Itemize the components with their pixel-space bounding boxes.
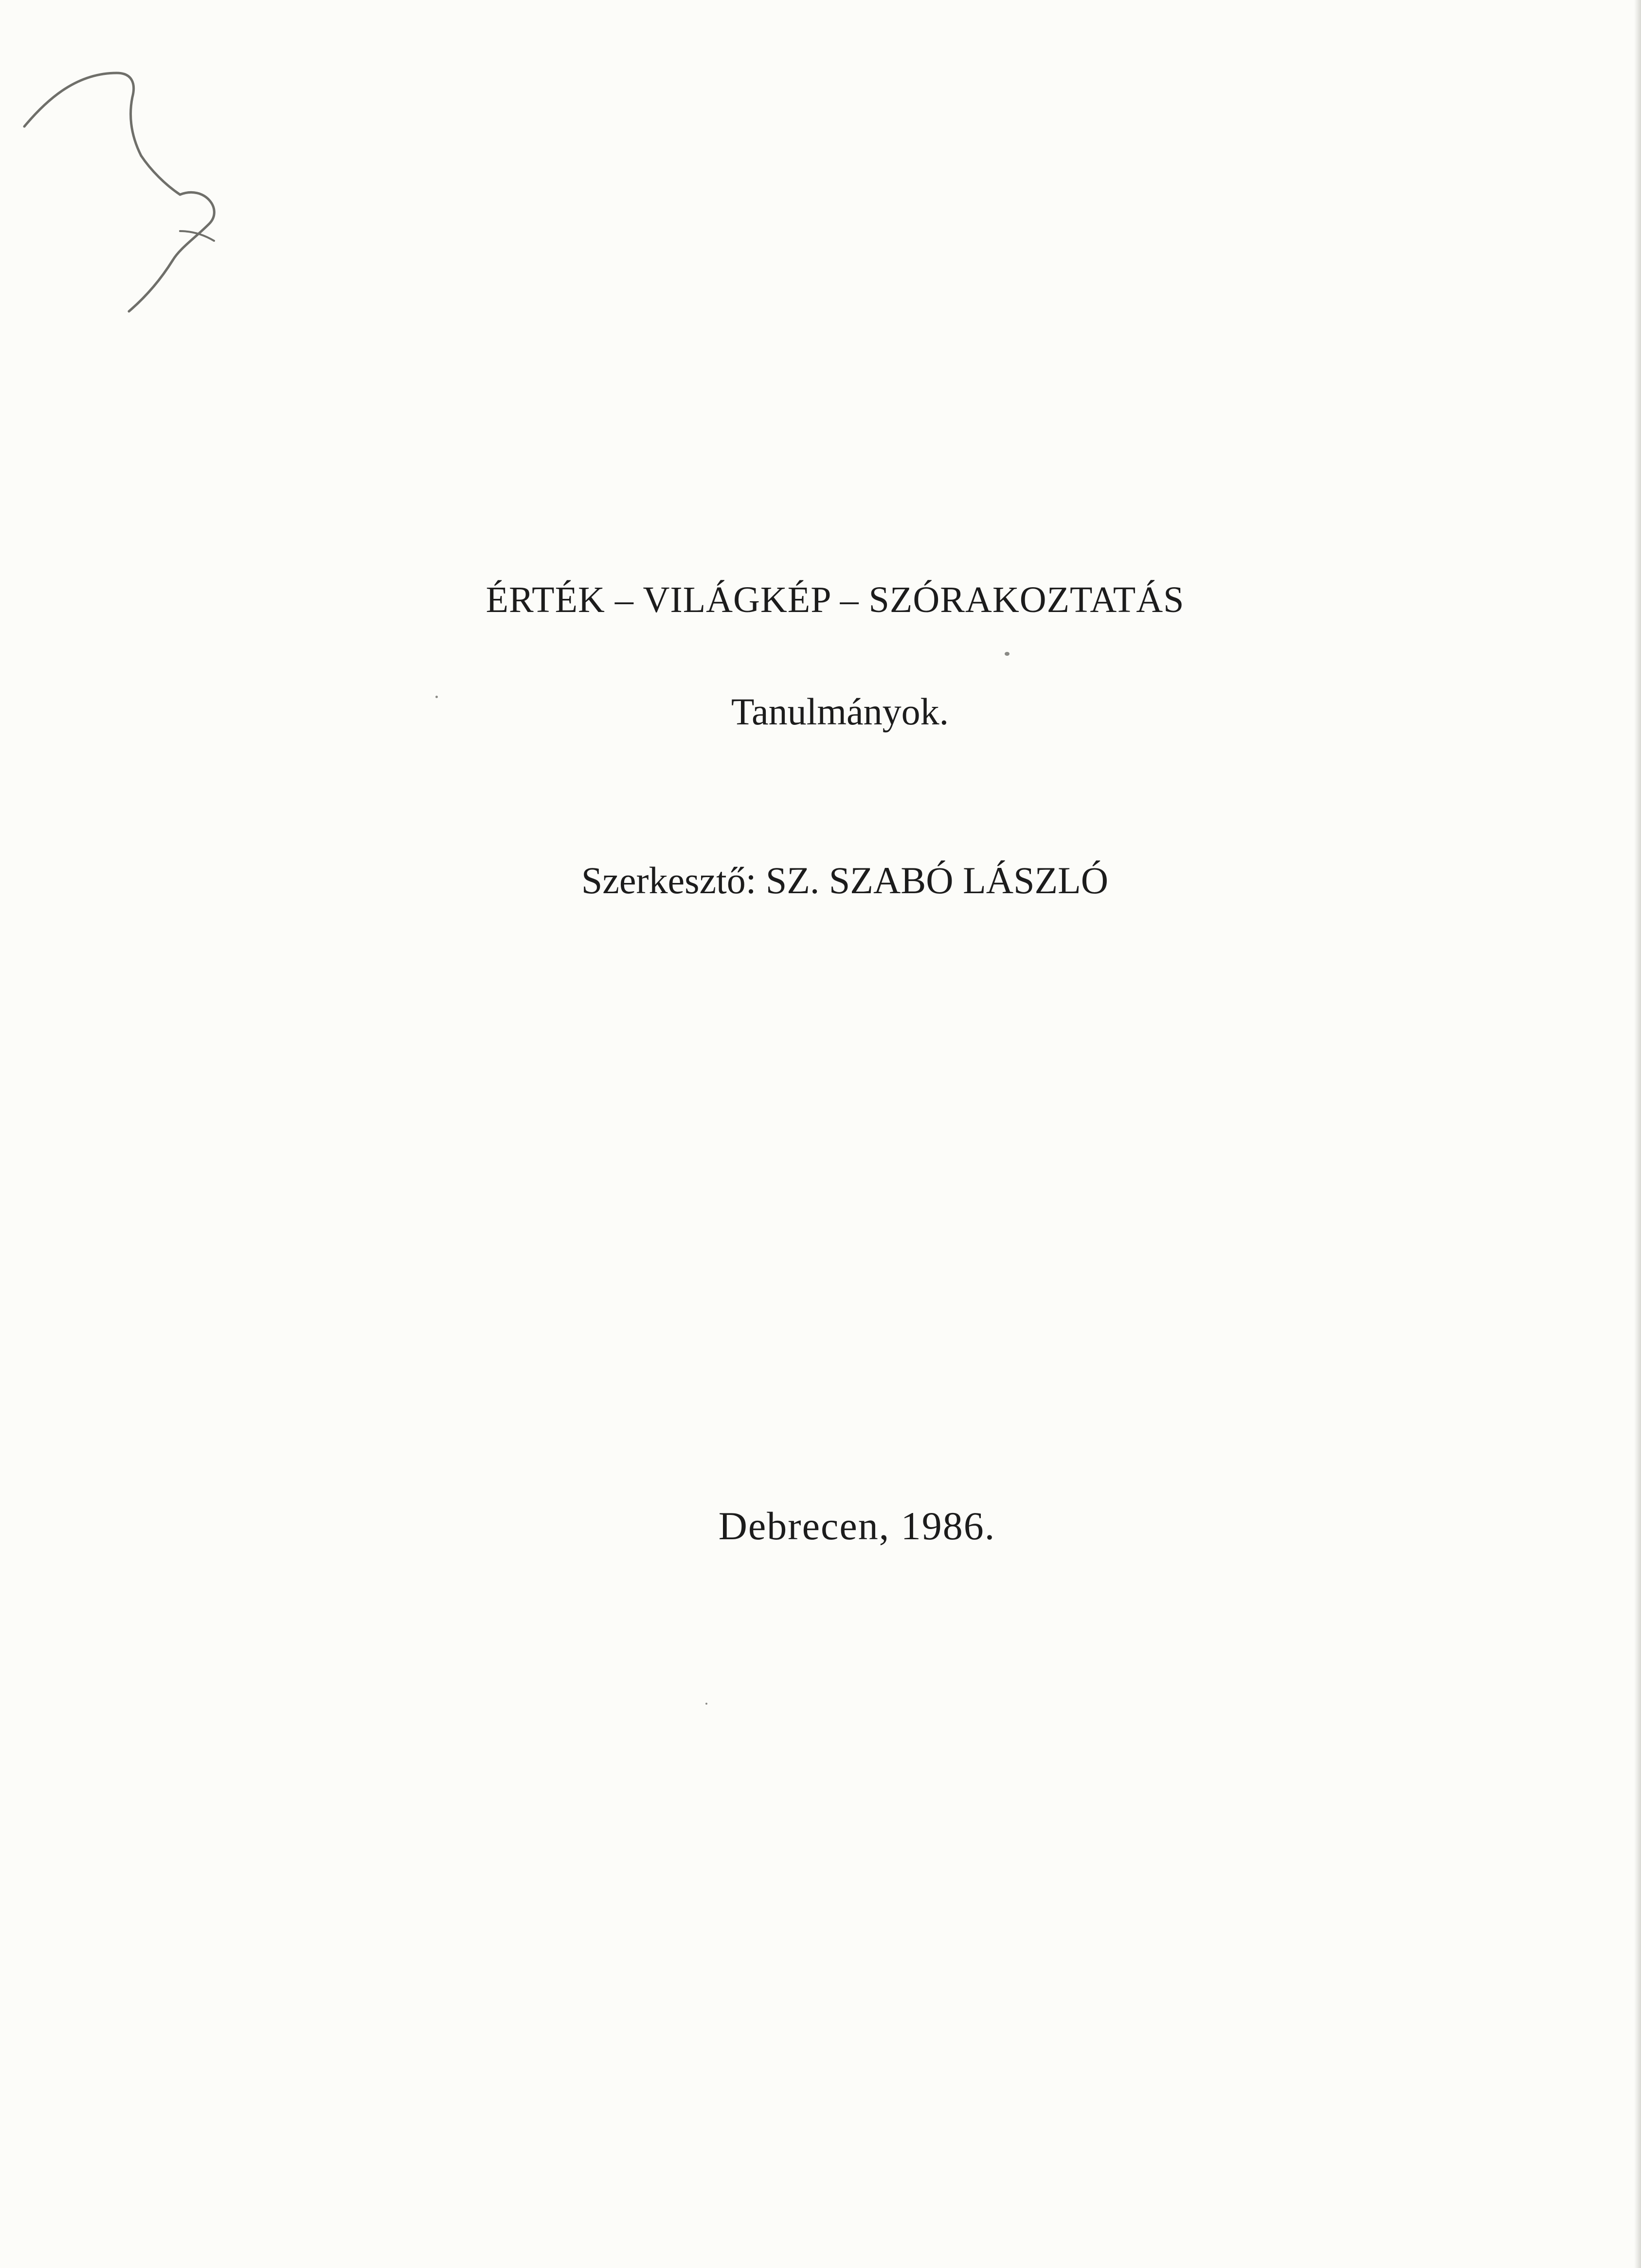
paper-speck	[1005, 652, 1010, 656]
handwritten-pencil-mark	[19, 63, 224, 316]
editor-line: Szerkesztő: SZ. SZABÓ LÁSZLÓ	[581, 859, 1109, 901]
paper-speck	[435, 696, 438, 698]
page-edge-shadow	[1634, 0, 1641, 2268]
paper-speck	[705, 1703, 707, 1705]
place-and-date: Debrecen, 1986.	[718, 1504, 996, 1548]
document-subtitle: Tanulmányok.	[731, 690, 949, 733]
document-title: ÉRTÉK – VILÁGKÉP – SZÓRAKOZTATÁS	[486, 579, 1185, 620]
